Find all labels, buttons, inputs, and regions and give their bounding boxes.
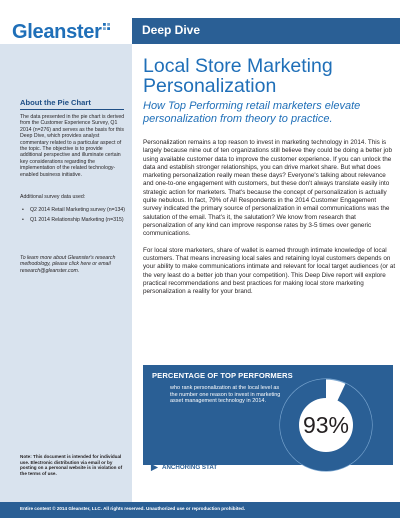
logo-text: Gleanster xyxy=(12,21,102,43)
header xyxy=(0,0,400,42)
sidebar-additional-label: Additional survey data used: xyxy=(20,194,86,200)
page-title: Local Store Marketing Personalization xyxy=(143,55,333,97)
pie-percent-label: 93% xyxy=(302,412,350,438)
stat-description: who rank personalization at the local level as the number one reason to invest in marketing asset management technology in 2014. xyxy=(170,385,281,405)
body-text xyxy=(143,139,396,305)
methodology-link[interactable]: To learn more about Gleanster's research methodology, please click here or email research@gleanster.com. xyxy=(20,255,116,274)
stat-heading: PERCENTAGE OF TOP PERFORMERS xyxy=(152,371,293,380)
copyright-text: Entire content © 2014 Gleanster, LLC. All rights reserved. Unauthorized use or reproduction prohibited. xyxy=(20,506,246,511)
gleanster-logo[interactable] xyxy=(12,22,110,42)
logo-mark-icon xyxy=(103,23,110,30)
stat-pie-chart xyxy=(268,375,384,475)
sidebar-description: The data presented in the pie chart is derived from the Customer Experience Survey, Q1 2014 (n=276) and serves as the basis for this Deep Dive, which provides analyst commentary related to a particular aspect of the topic. The objective is to provide additional perspective and illuminate certain key considerations regarding the implementation of the related technology-enabled business initiative. xyxy=(20,114,125,178)
triangle-arrow-icon xyxy=(150,463,159,472)
document-type-label: Deep Dive xyxy=(142,23,201,37)
usage-note: Note: This document is intended for individual use. Electronic distribution via email or by posting on a personal website is in violation of the terms of use. xyxy=(20,454,123,476)
list-item: • Q2 2014 Retail Marketing survey (n=134) xyxy=(20,207,126,213)
sidebar-divider xyxy=(20,109,124,110)
anchoring-stat-badge xyxy=(150,463,217,472)
sidebar-title: About the Pie Chart xyxy=(20,98,91,107)
body-paragraph: Personalization remains a top reason to invest in marketing technology in 2014. This is largely because nine out of ten organizations still believe they could be doing a better job using available customer data to improve the customer experience. If you can unlock the data and establish stronger relationships, you can drive market share. But what does marketing personalization really mean these days? Everyone's talking about relevance and one-to-one engagement with customers, but these don't always translate easily into strategic action for marketers. That's because the concept of personalization is actually quite nebulous. In fact, 79% of All Respondents in the 2014 Customer Engagement survey indicated the primary source of personalization in email communications was the salutation of the email. That's it, the salutation? We know from research that personalization of any kind can improve response rates by 3-5 times over generic communications. xyxy=(143,139,392,238)
page-subtitle: How Top Performing retail marketers elevate personalization from theory to practice. xyxy=(143,100,361,125)
survey-list xyxy=(20,207,126,228)
list-item: • Q1 2014 Relationship Marketing (n=315) xyxy=(20,217,126,223)
anchoring-stat-label: ANCHORING STAT xyxy=(162,464,218,471)
body-paragraph: For local store marketers, share of wallet is earned through intimate knowledge of local customers. That means increasing local sales and retaining loyal customers depends on your ability to make communications intimate and relevant for local target audiences (or at the very least do a better job than your competition). This Deep Dive report will explore practical recommendations and best practices for making local store marketing personalization a reality for your brand. xyxy=(143,246,396,296)
